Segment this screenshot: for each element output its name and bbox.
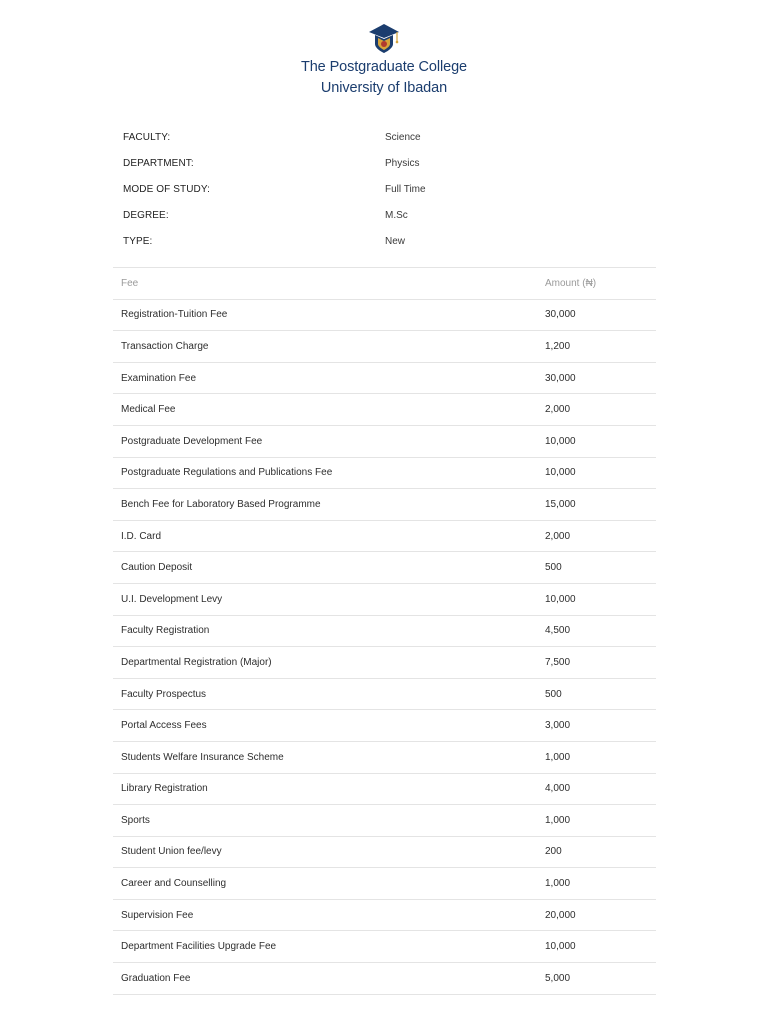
table-row <box>113 899 656 931</box>
info-row-type <box>113 228 656 254</box>
fee-name: I.D. Card <box>113 520 537 552</box>
university-crest-logo <box>367 22 401 54</box>
table-row <box>113 457 656 489</box>
fee-name: Registration-Tuition Fee <box>113 299 537 331</box>
table-row <box>113 741 656 773</box>
fee-amount: 200 <box>537 836 656 868</box>
fee-amount: 2,000 <box>537 520 656 552</box>
table-row <box>113 868 656 900</box>
fee-amount: 4,500 <box>537 615 656 647</box>
info-row-degree <box>113 202 656 228</box>
table-row <box>113 647 656 679</box>
column-header-amount: Amount (₦) <box>537 268 656 300</box>
fee-name: Career and Counselling <box>113 868 537 900</box>
info-value: Physics <box>385 157 420 169</box>
table-row <box>113 836 656 868</box>
info-row-faculty <box>113 124 656 150</box>
table-row <box>113 331 656 363</box>
fee-name: Caution Deposit <box>113 552 537 584</box>
table-row <box>113 299 656 331</box>
fees-table <box>113 267 656 995</box>
fee-amount: 10,000 <box>537 457 656 489</box>
info-value: Full Time <box>385 183 426 195</box>
table-row <box>113 394 656 426</box>
info-label: DEPARTMENT: <box>123 157 194 169</box>
fee-amount: 20,000 <box>537 899 656 931</box>
fee-name: Departmental Registration (Major) <box>113 647 537 679</box>
info-value: M.Sc <box>385 209 408 221</box>
table-row <box>113 362 656 394</box>
fee-name: Sports <box>113 805 537 837</box>
fee-amount: 1,000 <box>537 805 656 837</box>
fee-name: Faculty Prospectus <box>113 678 537 710</box>
fee-name: Medical Fee <box>113 394 537 426</box>
document-header <box>0 22 768 99</box>
info-value: Science <box>385 131 421 143</box>
table-row <box>113 425 656 457</box>
table-row <box>113 773 656 805</box>
table-row <box>113 520 656 552</box>
fee-name: Transaction Charge <box>113 331 537 363</box>
fee-amount: 500 <box>537 678 656 710</box>
table-row <box>113 583 656 615</box>
table-row <box>113 489 656 521</box>
table-row <box>113 552 656 584</box>
fee-amount: 30,000 <box>537 362 656 394</box>
fee-amount: 4,000 <box>537 773 656 805</box>
fee-amount: 1,000 <box>537 741 656 773</box>
fee-amount: 15,000 <box>537 489 656 521</box>
fee-amount: 3,000 <box>537 710 656 742</box>
fee-name: Students Welfare Insurance Scheme <box>113 741 537 773</box>
table-row <box>113 678 656 710</box>
university-title: University of Ibadan <box>320 80 448 96</box>
fee-name: Student Union fee/levy <box>113 836 537 868</box>
info-label: TYPE: <box>123 235 153 247</box>
table-row <box>113 931 656 963</box>
fee-amount: 7,500 <box>537 647 656 679</box>
table-row <box>113 963 656 995</box>
table-header-row <box>113 268 656 300</box>
fee-name: Department Facilities Upgrade Fee <box>113 931 537 963</box>
fee-amount: 10,000 <box>537 425 656 457</box>
fee-name: Graduation Fee <box>113 963 537 995</box>
fee-amount: 10,000 <box>537 931 656 963</box>
programme-info <box>113 124 656 254</box>
info-row-department <box>113 150 656 176</box>
fee-name: Library Registration <box>113 773 537 805</box>
fee-amount: 500 <box>537 552 656 584</box>
info-label: MODE OF STUDY: <box>123 183 210 195</box>
fee-amount: 10,000 <box>537 583 656 615</box>
fee-name: Examination Fee <box>113 362 537 394</box>
fee-amount: 2,000 <box>537 394 656 426</box>
table-row <box>113 805 656 837</box>
table-row <box>113 710 656 742</box>
fee-amount: 1,200 <box>537 331 656 363</box>
fee-name: Postgraduate Regulations and Publications Fee <box>113 457 537 489</box>
info-label: DEGREE: <box>123 209 169 221</box>
info-value: New <box>385 235 406 247</box>
fee-name: Faculty Registration <box>113 615 537 647</box>
column-header-fee: Fee <box>113 268 537 300</box>
college-title: The Postgraduate College <box>300 59 468 75</box>
fee-name: Portal Access Fees <box>113 710 537 742</box>
fee-name: Supervision Fee <box>113 899 537 931</box>
fee-name: Postgraduate Development Fee <box>113 425 537 457</box>
info-row-mode-of-study <box>113 176 656 202</box>
fee-name: Bench Fee for Laboratory Based Programme <box>113 489 537 521</box>
fee-amount: 5,000 <box>537 963 656 995</box>
fee-name: U.I. Development Levy <box>113 583 537 615</box>
fee-amount: 30,000 <box>537 299 656 331</box>
info-label: FACULTY: <box>123 131 171 143</box>
fee-amount: 1,000 <box>537 868 656 900</box>
table-row <box>113 615 656 647</box>
